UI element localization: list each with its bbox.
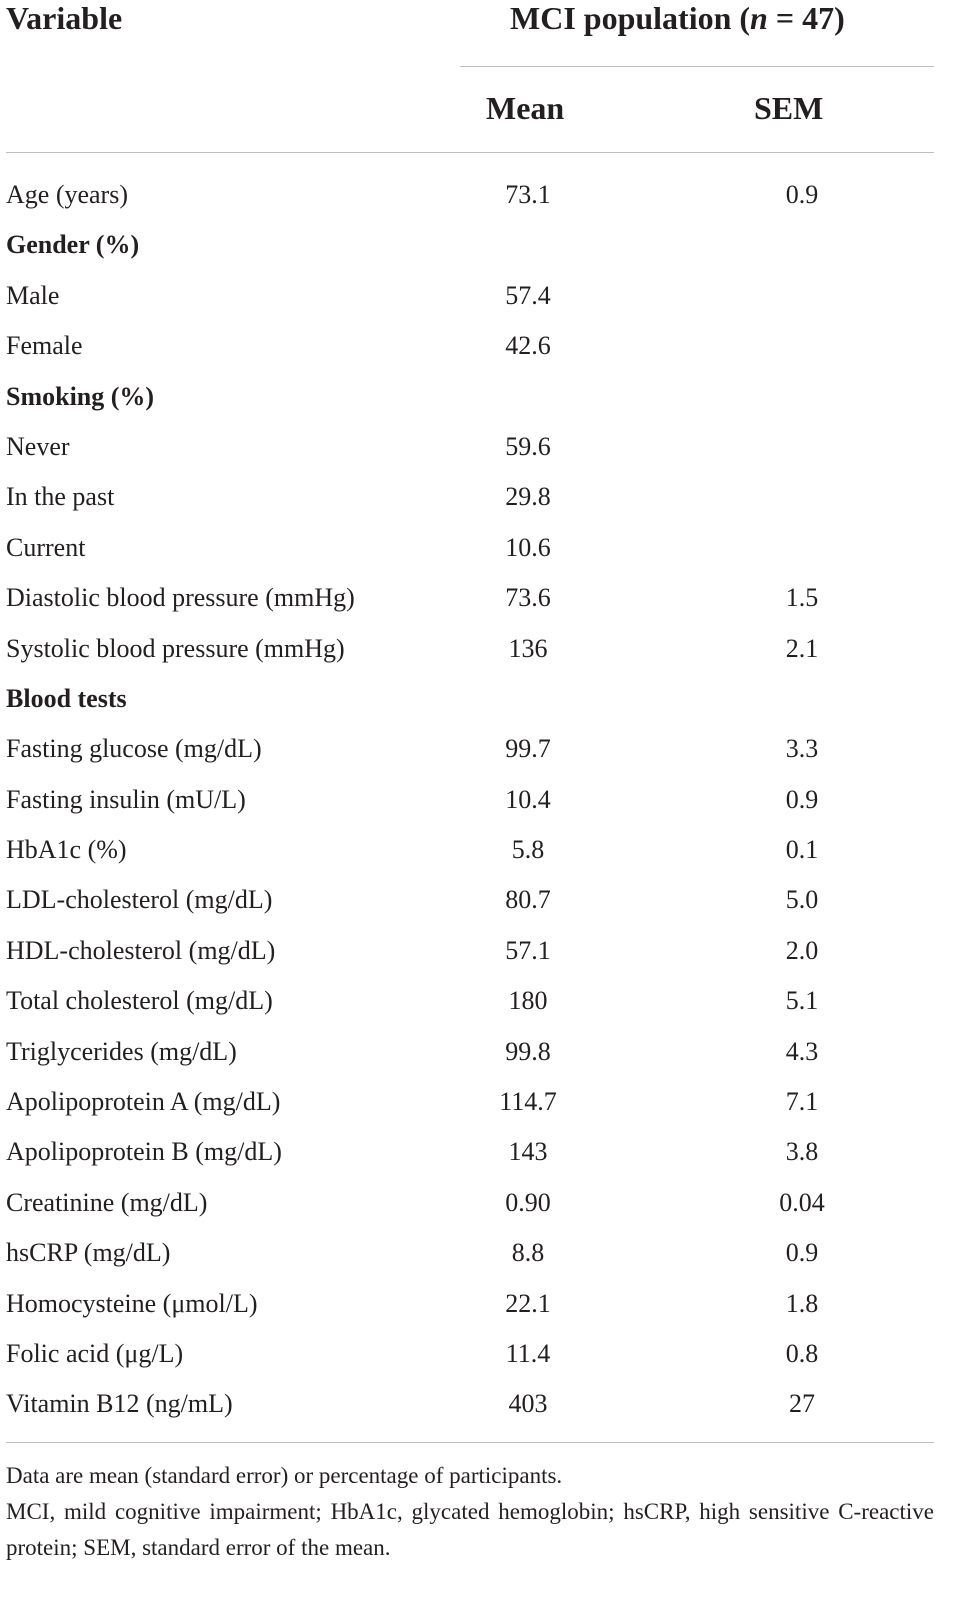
row-sem-value: 4.3 — [785, 1036, 819, 1066]
sem-column-header: SEM — [754, 90, 824, 126]
table-body — [0, 170, 968, 1430]
table-section-row — [0, 220, 968, 270]
row-sem-value: 0.9 — [785, 180, 819, 209]
row-sem-value: 27 — [789, 1389, 815, 1419]
table-row — [0, 825, 968, 875]
table-row — [0, 271, 968, 321]
row-sem-value: 1.8 — [785, 1288, 819, 1318]
row-label: HbA1c (%) — [6, 835, 127, 865]
row-label: Gender (%) — [6, 230, 140, 260]
row-label: HDL-cholesterol (mg/dL) — [6, 935, 276, 965]
row-mean-value: 80.7 — [505, 885, 551, 915]
row-label: Vitamin B12 (ng/mL) — [6, 1389, 233, 1419]
row-mean-value: 5.8 — [511, 835, 545, 865]
table-row — [0, 976, 968, 1026]
group-column-header — [510, 0, 845, 37]
row-label: Current — [6, 532, 86, 562]
row-label: In the past — [6, 482, 115, 512]
row-mean-value: 99.8 — [505, 1036, 551, 1066]
row-mean-value: 57.1 — [505, 935, 551, 965]
row-sem-value: 7.1 — [785, 1087, 819, 1117]
table-row — [0, 1127, 968, 1177]
table-bottom-rule — [6, 1442, 934, 1443]
variable-column-header: Variable — [6, 0, 123, 36]
group-header-n: n — [750, 0, 768, 36]
row-label: hsCRP (mg/dL) — [6, 1238, 171, 1268]
row-label: Diastolic blood pressure (mmHg) — [6, 583, 355, 613]
table-row — [0, 321, 968, 371]
row-mean-value: 11.4 — [505, 1338, 551, 1368]
row-mean-value: 143 — [508, 1137, 548, 1167]
row-sem-value: 5.1 — [785, 986, 819, 1016]
table-row — [0, 1228, 968, 1278]
row-mean-value: 180 — [508, 986, 548, 1016]
footnote-abbreviations: MCI, mild cognitive impairment; HbA1c, glycated hemoglobin; hsCRP, high sensitive C-reactive protein; SEM, standard error of the mean. — [6, 1499, 934, 1560]
mean-column-header: Mean — [486, 90, 565, 126]
row-label: Systolic blood pressure (mmHg) — [6, 633, 345, 663]
row-label: Creatinine (mg/dL) — [6, 1187, 208, 1217]
row-sem-value: 0.8 — [785, 1338, 819, 1368]
header-bottom-rule — [6, 152, 934, 153]
row-mean-value: 8.8 — [511, 1238, 545, 1268]
row-mean-value: 10.6 — [505, 532, 551, 562]
row-label: Male — [6, 280, 60, 310]
row-mean-value: 73.1 — [505, 180, 551, 209]
table-row — [0, 1027, 968, 1077]
row-label: Blood tests — [6, 683, 127, 713]
table-row — [0, 472, 968, 522]
row-mean-value: 114.7 — [499, 1087, 557, 1117]
table-row — [0, 523, 968, 573]
footnote-data-description: Data are mean (standard error) or percentage of participants. — [6, 1463, 563, 1488]
row-label: Apolipoprotein A (mg/dL) — [6, 1087, 281, 1117]
row-sem-value: 2.1 — [785, 633, 819, 663]
row-sem-value: 3.8 — [785, 1137, 819, 1167]
row-label: Age (years) — [6, 180, 128, 209]
row-mean-value: 22.1 — [505, 1288, 551, 1318]
row-sem-value: 1.5 — [785, 583, 819, 613]
group-header-rule — [460, 66, 934, 67]
row-mean-value: 10.4 — [505, 784, 551, 814]
row-label: Fasting insulin (mU/L) — [6, 784, 246, 814]
row-mean-value: 0.90 — [505, 1187, 551, 1217]
table-row — [0, 1329, 968, 1379]
row-label: Total cholesterol (mg/dL) — [6, 986, 273, 1016]
row-sem-value: 0.9 — [785, 784, 819, 814]
table-row — [0, 1178, 968, 1228]
table-footnotes — [6, 1458, 934, 1566]
row-label: Fasting glucose (mg/dL) — [6, 734, 262, 764]
row-label: Folic acid (μg/L) — [6, 1338, 184, 1368]
table-section-row — [0, 372, 968, 422]
table-row — [0, 926, 968, 976]
row-mean-value: 29.8 — [505, 482, 551, 512]
table-row — [0, 624, 968, 674]
table-row — [0, 170, 968, 220]
row-sem-value: 5.0 — [785, 885, 819, 915]
row-mean-value: 57.4 — [505, 280, 551, 310]
table-row — [0, 1379, 968, 1429]
row-label: Smoking (%) — [6, 381, 155, 411]
row-label: Apolipoprotein B (mg/dL) — [6, 1137, 282, 1167]
group-header-suffix: = 47) — [767, 0, 845, 36]
row-mean-value: 136 — [508, 633, 548, 663]
table-row — [0, 724, 968, 774]
row-label: Homocysteine (μmol/L) — [6, 1288, 258, 1318]
table-row — [0, 775, 968, 825]
row-mean-value: 73.6 — [505, 583, 551, 613]
row-label: LDL-cholesterol (mg/dL) — [6, 885, 273, 915]
row-label: Female — [6, 331, 83, 361]
row-mean-value: 59.6 — [505, 431, 551, 461]
row-sem-value: 0.9 — [785, 1238, 819, 1268]
row-mean-value: 42.6 — [505, 331, 551, 361]
table-row — [0, 875, 968, 925]
table-row — [0, 573, 968, 623]
row-mean-value: 403 — [508, 1389, 548, 1419]
row-label: Never — [6, 431, 70, 461]
row-sem-value: 2.0 — [785, 935, 819, 965]
table-section-row — [0, 674, 968, 724]
row-mean-value: 99.7 — [505, 734, 551, 764]
row-label: Triglycerides (mg/dL) — [6, 1036, 237, 1066]
table-row — [0, 422, 968, 472]
table-row — [0, 1077, 968, 1127]
row-sem-value: 0.1 — [785, 835, 819, 865]
row-sem-value: 3.3 — [785, 734, 819, 764]
row-sem-value: 0.04 — [779, 1187, 825, 1217]
table-row — [0, 1279, 968, 1329]
group-header-prefix: MCI population ( — [510, 0, 751, 36]
